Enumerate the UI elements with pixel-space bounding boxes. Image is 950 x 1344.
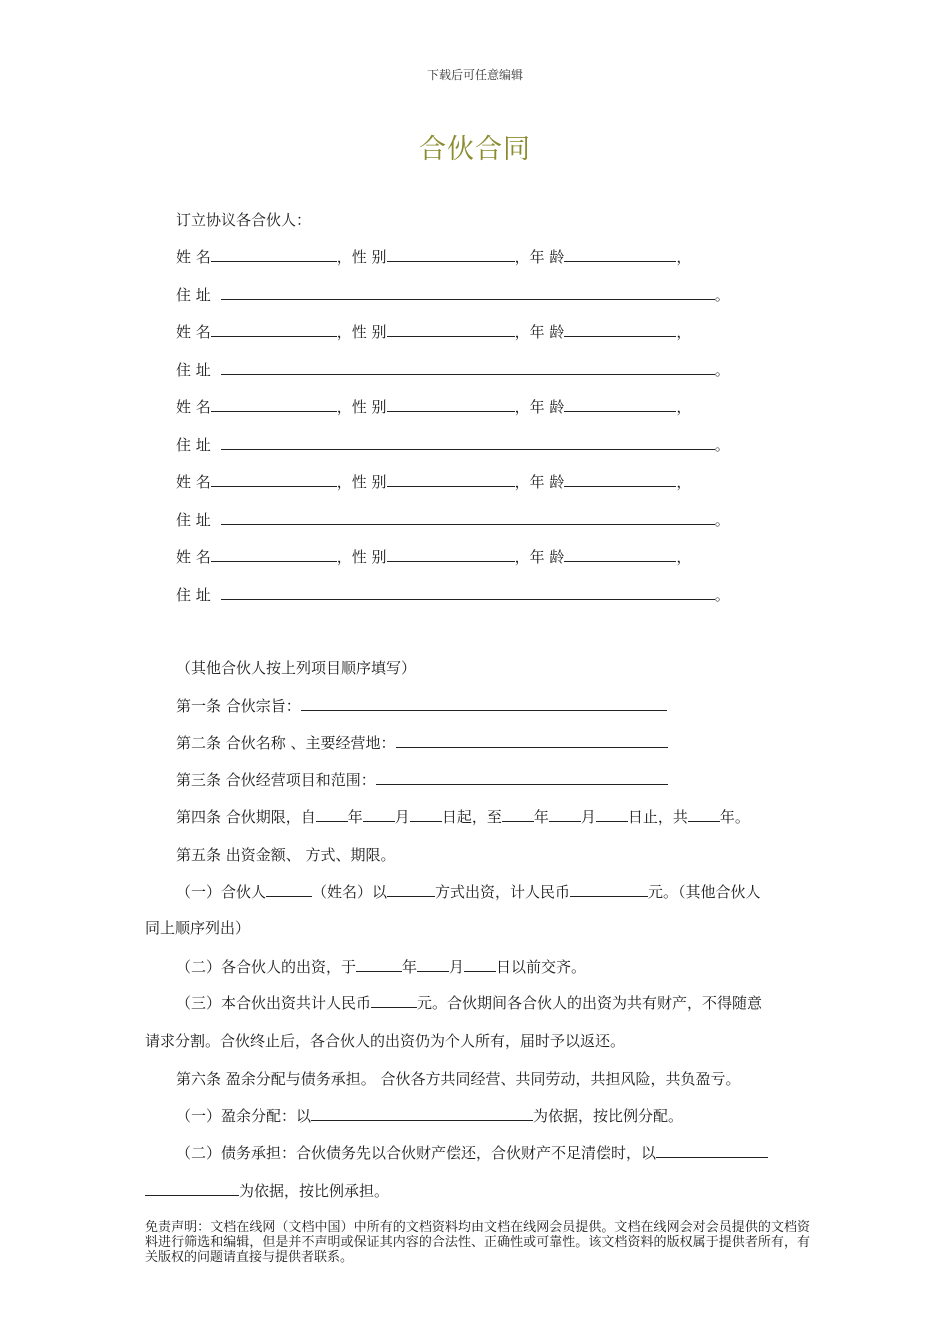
article-6-2-cont — [145, 1181, 389, 1201]
article-5-2 — [176, 957, 586, 977]
total-years-blank[interactable] — [688, 807, 720, 822]
address-blank[interactable] — [221, 285, 715, 300]
comma: ， — [676, 548, 692, 566]
age-label: ，年 龄 — [514, 473, 565, 491]
name-blank[interactable] — [211, 247, 337, 262]
age-label: ，年 龄 — [514, 323, 565, 341]
article-2-text: 第二条 合伙名称 、主要经营地： — [176, 734, 396, 752]
address-label: 住 址 — [176, 436, 211, 454]
name-blank[interactable] — [211, 547, 337, 562]
scope-blank[interactable] — [376, 770, 668, 785]
address-blank[interactable] — [221, 510, 715, 525]
gender-blank[interactable] — [387, 547, 515, 562]
start-year-blank[interactable] — [316, 807, 348, 822]
name-label: 姓 名 — [176, 398, 211, 416]
name-label: 姓 名 — [176, 323, 211, 341]
comma: ， — [676, 473, 692, 491]
article-5: 第五条 出资金额、 方式、期限。 — [176, 846, 396, 864]
profit-basis-blank[interactable] — [311, 1106, 533, 1121]
address-blank[interactable] — [221, 435, 715, 450]
a5-2-year: 年 — [402, 958, 418, 976]
article-6-2 — [176, 1143, 768, 1163]
article-1 — [176, 696, 667, 716]
gender-blank[interactable] — [387, 472, 515, 487]
total-amount-blank[interactable] — [371, 993, 417, 1008]
age-blank[interactable] — [564, 322, 676, 337]
years-end-label: 年。 — [719, 808, 750, 826]
name-blank[interactable] — [211, 472, 337, 487]
others-note: （其他合伙人按上列项目顺序填写） — [176, 659, 417, 677]
article-6-1 — [176, 1106, 683, 1126]
due-day-blank[interactable] — [464, 957, 496, 972]
name-blank[interactable] — [211, 322, 337, 337]
partner-row-address — [176, 360, 730, 380]
period: 。 — [714, 586, 730, 604]
a6-1-text-1: （一）盈余分配：以 — [176, 1107, 312, 1125]
age-blank[interactable] — [564, 472, 676, 487]
article-6: 第六条 盈余分配与债务承担。 合伙各方共同经营、共同劳动，共担风险，共负盈亏。 — [176, 1070, 741, 1088]
partner-row-name — [176, 322, 691, 342]
gender-blank[interactable] — [387, 247, 515, 262]
gender-label: ，性 别 — [336, 248, 387, 266]
amount-blank[interactable] — [570, 882, 648, 897]
document-title: 合伙合同 — [419, 134, 531, 165]
intro-text: 订立协议各合伙人： — [176, 211, 312, 229]
a5-3-text-2: 元。合伙期间各合伙人的出资为共有财产，不得随意 — [417, 994, 763, 1012]
period: 。 — [714, 361, 730, 379]
partner-row-name — [176, 472, 691, 492]
due-year-blank[interactable] — [356, 957, 402, 972]
gender-label: ，性 别 — [336, 473, 387, 491]
partner-row-address — [176, 585, 730, 605]
comma: ， — [676, 248, 692, 266]
end-year-blank[interactable] — [502, 807, 534, 822]
partner-name-blank[interactable] — [266, 882, 312, 897]
a6-2-text-1: （二）债务承担：合伙债务先以合伙财产偿还，合伙财产不足清偿时，以 — [176, 1144, 657, 1162]
a6-2-text-2: 为依据，按比例承担。 — [239, 1182, 390, 1200]
end-day-blank[interactable] — [596, 807, 628, 822]
partner-row-address — [176, 285, 730, 305]
age-label: ，年 龄 — [514, 548, 565, 566]
partner-row-name — [176, 547, 691, 567]
a5-2-month: 月 — [449, 958, 465, 976]
age-blank[interactable] — [564, 547, 676, 562]
article-3-text: 第三条 合伙经营项目和范围： — [176, 771, 376, 789]
a5-3-text-1: （三）本合伙出资共计人民币 — [176, 994, 372, 1012]
article-1-text: 第一条 合伙宗旨： — [176, 697, 301, 715]
a6-1-text-2: 为依据，按比例分配。 — [533, 1107, 684, 1125]
article-3 — [176, 770, 668, 790]
gender-label: ，性 别 — [336, 323, 387, 341]
due-month-blank[interactable] — [417, 957, 449, 972]
purpose-blank[interactable] — [301, 696, 667, 711]
name-label: 姓 名 — [176, 548, 211, 566]
article-5-1 — [176, 882, 761, 902]
gender-blank[interactable] — [387, 397, 515, 412]
partner-row-name — [176, 247, 691, 267]
age-blank[interactable] — [564, 397, 676, 412]
address-blank[interactable] — [221, 360, 715, 375]
debt-basis-blank[interactable] — [656, 1143, 768, 1158]
partner-row-name — [176, 397, 691, 417]
start-day-blank[interactable] — [410, 807, 442, 822]
start-month-blank[interactable] — [363, 807, 395, 822]
age-label: ，年 龄 — [514, 398, 565, 416]
a5-2-text-1: （二）各合伙人的出资，于 — [176, 958, 357, 976]
name-blank[interactable] — [211, 397, 337, 412]
article-2 — [176, 733, 668, 753]
a5-1-text-4: 元。（其他合伙人 — [648, 883, 761, 901]
year-label: 年 — [347, 808, 363, 826]
gender-blank[interactable] — [387, 322, 515, 337]
gender-label: ，性 别 — [336, 548, 387, 566]
start-day-label: 日起，至 — [441, 808, 502, 826]
article-4 — [176, 807, 750, 827]
end-day-label: 日止，共 — [627, 808, 688, 826]
a5-1-text-2: （姓名）以 — [312, 883, 388, 901]
a5-1-text-1: （一）合伙人 — [176, 883, 267, 901]
a5-2-text-4: 日以前交齐。 — [496, 958, 587, 976]
disclaimer: 免责声明：文档在线网（文档中国）中所有的文档资料均由文档在线网会员提供。文档在线网会对会员提供的文档资料进行筛选和编辑，但是并不声明或保证其内容的合法性、正确性或可靠性。该文档资料的版权属于提供者所有，有关版权的问题请直接与提供者联系。 — [145, 1220, 810, 1265]
address-label: 住 址 — [176, 511, 211, 529]
address-blank[interactable] — [221, 585, 715, 600]
address-label: 住 址 — [176, 361, 211, 379]
month-label: 月 — [394, 808, 410, 826]
year-label: 年 — [533, 808, 549, 826]
age-label: ，年 龄 — [514, 248, 565, 266]
article-4-text: 第四条 合伙期限，自 — [176, 808, 316, 826]
header-note: 下载后可任意编辑 — [426, 68, 523, 82]
comma: ， — [676, 323, 692, 341]
debt-basis-blank-cont[interactable] — [145, 1181, 239, 1196]
age-blank[interactable] — [564, 247, 676, 262]
article-5-3-cont: 请求分割。合伙终止后，各合伙人的出资仍为个人所有，届时予以返还。 — [145, 1032, 626, 1050]
name-place-blank[interactable] — [396, 733, 668, 748]
comma: ， — [676, 398, 692, 416]
period: 。 — [714, 511, 730, 529]
period: 。 — [714, 436, 730, 454]
month-label: 月 — [580, 808, 596, 826]
a5-1-text-3: 方式出资，计人民币 — [435, 883, 571, 901]
method-blank[interactable] — [387, 882, 435, 897]
address-label: 住 址 — [176, 586, 211, 604]
address-label: 住 址 — [176, 286, 211, 304]
gender-label: ，性 别 — [336, 398, 387, 416]
end-month-blank[interactable] — [549, 807, 581, 822]
period: 。 — [714, 286, 730, 304]
partner-row-address — [176, 510, 730, 530]
partner-row-address — [176, 435, 730, 455]
article-5-3 — [176, 993, 762, 1013]
article-5-1-cont: 同上顺序列出） — [145, 919, 251, 937]
name-label: 姓 名 — [176, 473, 211, 491]
name-label: 姓 名 — [176, 248, 211, 266]
